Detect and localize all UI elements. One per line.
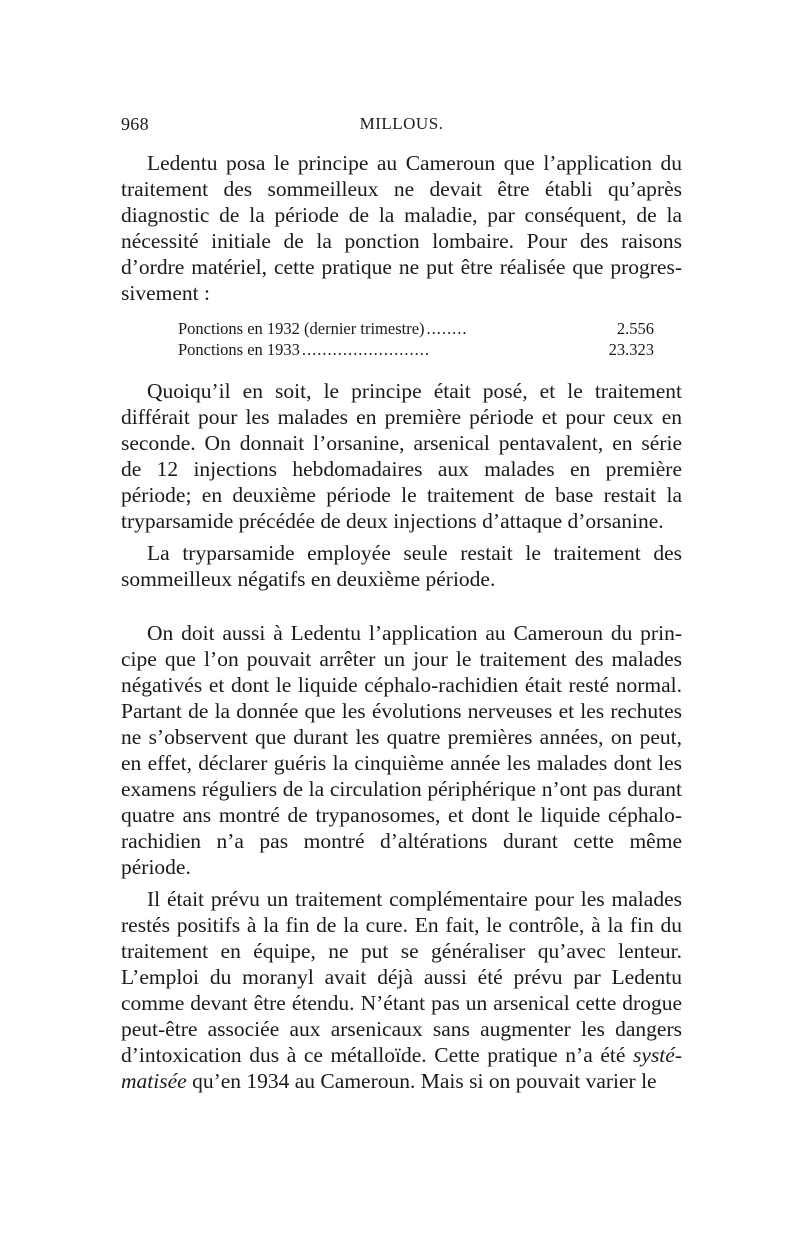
row-value: 2.556: [616, 319, 654, 338]
running-head: [121, 114, 682, 140]
dot-leader: .........................: [301, 340, 431, 359]
paragraph: La tryparsamide employée seule restait le traitement des sommeilleux négatifs en deuxième période.: [121, 541, 682, 591]
paragraph-text: Il était prévu un traitement complémentaire pour les malades restés positifs à la fin de la cure. En fait, le contrôle, à la fin du traitement en équipe, ne put se généraliser qu’avec lenteur. L’emploi du moranyl avait déjà aussi été prévu par Ledentu comme devant être étendu. N’étant pas un arsenical cette drogue peut-être associée aux arsenicaux sans augmenter les dangers d’intoxication dus à ce métalloïde. Cette pratique n’a été: [121, 887, 682, 1067]
punctures-table: [178, 318, 654, 360]
table-row: [178, 339, 654, 360]
paragraph-text: qu’en 1934 au Cameroun. Mais si on pouvait varier le: [186, 1069, 657, 1093]
row-label: Ponctions en 1932 (dernier trimestre): [178, 319, 425, 338]
document-page: [121, 114, 682, 1094]
emphasized-word: systématisée: [121, 1043, 682, 1093]
dot-leader: ........: [426, 319, 468, 338]
row-label: Ponctions en 1933: [178, 340, 300, 359]
page-number: 968: [121, 114, 149, 134]
paragraph: On doit aussi à Ledentu l’application au Cameroun du principe que l’on pouvait arrêter un jour le traitement des malades négativés et dont le liquide céphalo-rachidien était resté normal. Partant de la donnée que les évolutions nerveuses et les rechutes ne s’observent que durant les quatre premières années, on peut, en effet, déclarer guéris la cinquième année les malades dont les examens réguliers de la circulation périphérique n’ont pas durant quatre ans montré de trypanosomes, et dont le liquide céphalo-rachidien n’a pas montré d’altérations durant cette même période.: [121, 621, 682, 879]
paragraph: Ledentu posa le principe au Cameroun que l’application du traitement des sommeilleux ne devait être établi qu’après diagnostic de la période de la maladie, par conséquent, de la nécessité initiale de la ponction lombaire. Pour des raisons d’ordre matériel, cette pratique ne put être réalisée que progressivement :: [121, 151, 682, 305]
paragraph: Quoiqu’il en soit, le principe était posé, et le traitement différait pour les malades en première période et pour ceux en seconde. On donnait l’orsanine, arsenical pentavalent, en série de 12 injections hebdomadaires aux malades en première période; en deuxième période le traitement de base restait la tryparsamide précédée de deux injections d’attaque d’orsanine.: [121, 379, 682, 533]
running-title: MILLOUS.: [359, 114, 444, 133]
table-row: [178, 318, 654, 339]
row-value: 23.323: [608, 340, 654, 359]
paragraph: [121, 886, 682, 1094]
